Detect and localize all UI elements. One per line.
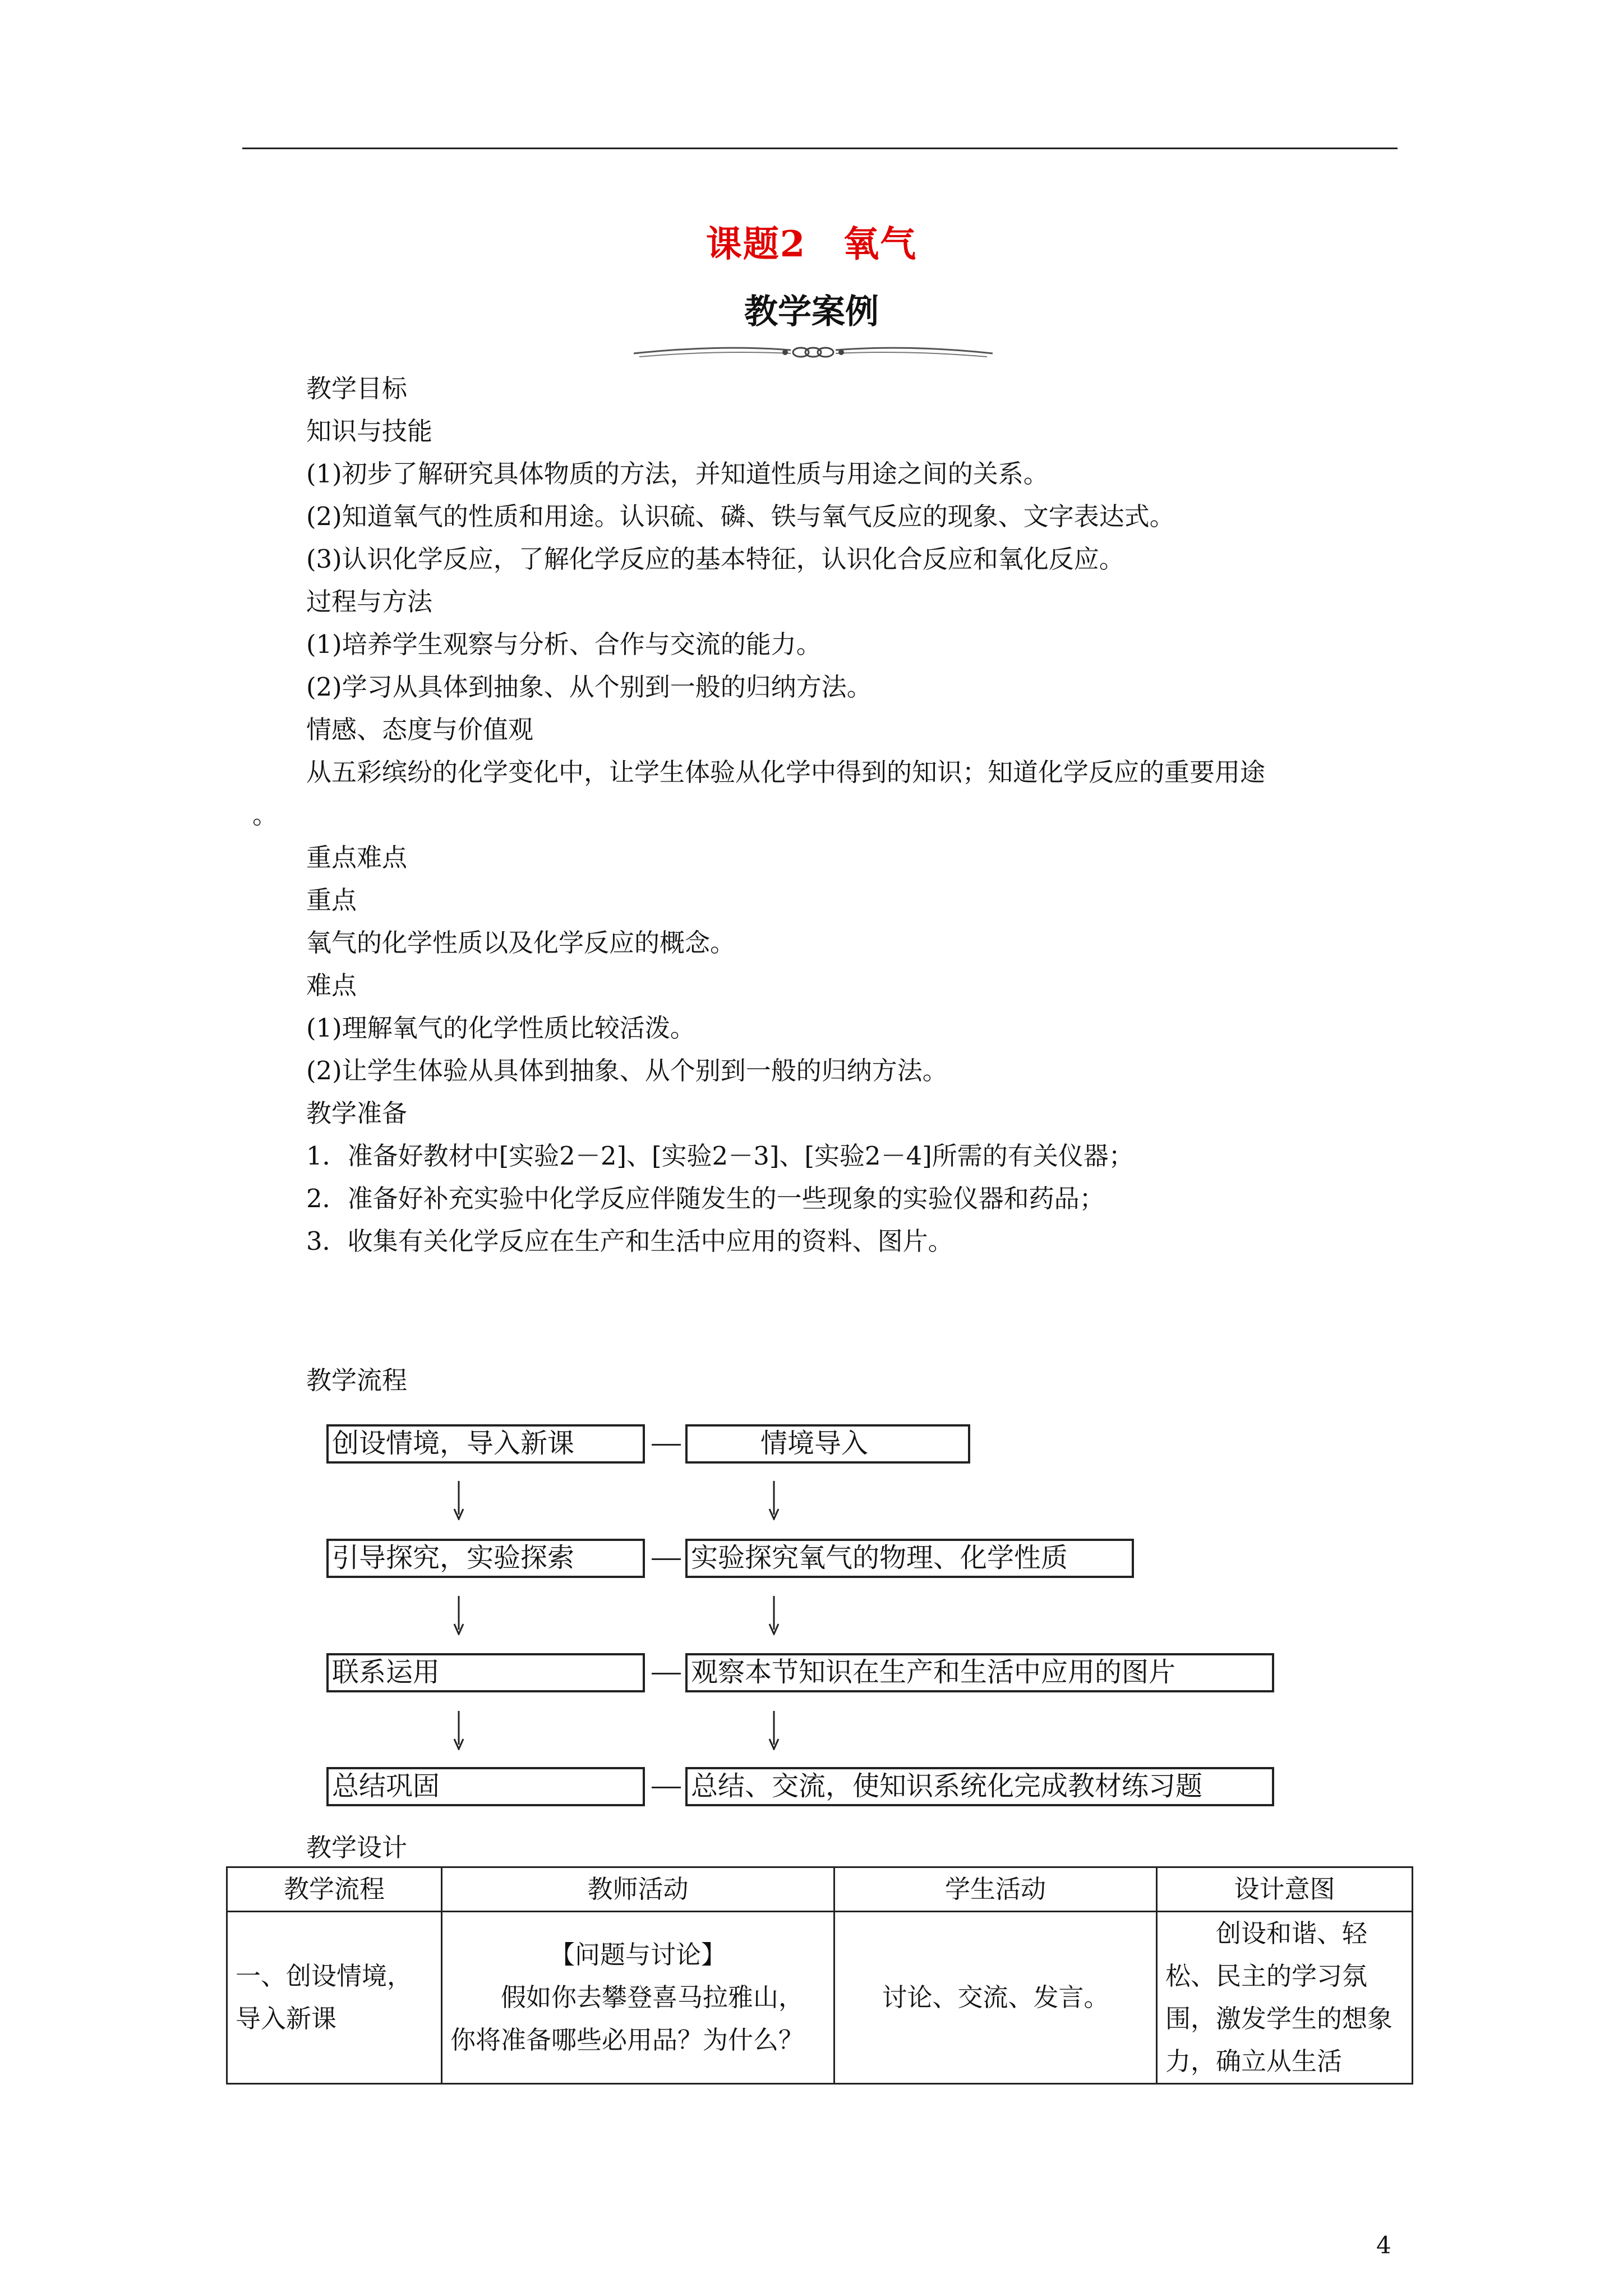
cell-process: 一、创设情境，导入新课 bbox=[227, 1912, 442, 2084]
top-rule bbox=[242, 148, 1398, 149]
cell-intent: 创设和谐、轻松、民主的学习氛围，激发学生的想象力，确立从生活 bbox=[1157, 1912, 1413, 2084]
para-teaching-goals: 教学目标 bbox=[306, 374, 408, 403]
design-label: 教学设计 bbox=[306, 1833, 408, 1862]
para-goal-1: (1)初步了解研究具体物质的方法，并知道性质与用途之间的关系。 bbox=[306, 459, 1049, 489]
para-difficult: 难点 bbox=[306, 970, 357, 1000]
flow-left-box-1: 创设情境，导入新课 bbox=[326, 1424, 645, 1464]
flow-arrow-down-icon bbox=[768, 1711, 780, 1750]
flow-left-box-4: 总结巩固 bbox=[326, 1767, 645, 1806]
para-process-1: (1)培养学生观察与分析、合作与交流的能力。 bbox=[306, 629, 822, 659]
flow-right-box-1: 情境导入 bbox=[685, 1424, 970, 1464]
flow-right-box-2: 实验探究氧气的物理、化学性质 bbox=[685, 1539, 1134, 1578]
design-table bbox=[226, 1866, 1413, 2085]
page-number: 4 bbox=[1376, 2231, 1391, 2259]
para-emotion-body: 从五彩缤纷的化学变化中，让学生体验从化学中得到的知识；知道化学反应的重要用途 bbox=[306, 757, 1266, 787]
para-goal-3: (3)认识化学反应，了解化学反应的基本特征，认识化合反应和氧化反应。 bbox=[306, 544, 1124, 574]
flow-arrow-down-icon bbox=[453, 1481, 464, 1520]
para-prep-1: 1．准备好教材中[实验2－2]、[实验2－3]、[实验2－4]所需的有关仪器； bbox=[306, 1141, 1134, 1171]
flow-left-box-3: 联系运用 bbox=[326, 1653, 645, 1692]
header-teacher: 教师活动 bbox=[442, 1867, 834, 1912]
para-difficult-2: (2)让学生体验从具体到抽象、从个别到一般的归纳方法。 bbox=[306, 1056, 948, 1085]
flow-connector-2 bbox=[652, 1558, 681, 1560]
para-difficult-1: (1)理解氧气的化学性质比较活泼。 bbox=[306, 1013, 695, 1043]
flow-right-box-3: 观察本节知识在生产和生活中应用的图片 bbox=[685, 1653, 1274, 1692]
flow-label: 教学流程 bbox=[306, 1365, 408, 1395]
para-goal-2: (2)知道氧气的性质和用途。认识硫、磷、铁与氧气反应的现象、文字表达式。 bbox=[306, 501, 1175, 531]
flow-right-box-4: 总结、交流，使知识系统化完成教材练习题 bbox=[685, 1767, 1274, 1806]
flow-arrow-down-icon bbox=[768, 1481, 780, 1520]
para-prep-3: 3．收集有关化学反应在生产和生活中应用的资料、图片。 bbox=[306, 1226, 953, 1256]
para-emotion-end: 。 bbox=[252, 800, 278, 830]
section-subtitle: 教学案例 bbox=[744, 292, 879, 332]
para-key: 重点 bbox=[306, 885, 357, 915]
para-process-2: (2)学习从具体到抽象、从个别到一般的归纳方法。 bbox=[306, 672, 872, 702]
table-header-row bbox=[227, 1867, 1413, 1912]
flow-connector-4 bbox=[652, 1787, 681, 1788]
teacher-activity-title: 【问题与讨论】 bbox=[549, 1940, 726, 1970]
flow-left-box-2: 引导探究，实验探索 bbox=[326, 1539, 645, 1578]
header-student: 学生活动 bbox=[834, 1867, 1157, 1912]
para-prep-2: 2．准备好补充实验中化学反应伴随发生的一些现象的实验仪器和药品； bbox=[306, 1184, 1105, 1213]
header-process: 教学流程 bbox=[227, 1867, 442, 1912]
para-emotion-values: 情感、态度与价值观 bbox=[306, 715, 534, 744]
ornament-divider-icon bbox=[623, 331, 1004, 370]
para-knowledge-skills: 知识与技能 bbox=[306, 416, 433, 446]
para-process-methods: 过程与方法 bbox=[306, 587, 433, 616]
cell-student: 讨论、交流、发言。 bbox=[834, 1912, 1157, 2084]
cell-teacher bbox=[442, 1912, 834, 2084]
flow-arrow-down-icon bbox=[768, 1596, 780, 1635]
para-key-body: 氧气的化学性质以及化学反应的概念。 bbox=[306, 928, 736, 958]
flow-arrow-down-icon bbox=[453, 1711, 464, 1750]
lesson-title: 课题2 氧气 bbox=[706, 223, 917, 265]
flow-connector-1 bbox=[652, 1444, 681, 1446]
flow-arrow-down-icon bbox=[453, 1596, 464, 1635]
flow-connector-3 bbox=[652, 1673, 681, 1674]
table-row bbox=[227, 1912, 1413, 2084]
header-intent: 设计意图 bbox=[1157, 1867, 1413, 1912]
para-preparation: 教学准备 bbox=[306, 1098, 408, 1128]
para-key-difficult: 重点难点 bbox=[306, 843, 408, 872]
teacher-activity-body: 假如你去攀登喜马拉雅山，你将准备哪些必用品？为什么？ bbox=[450, 1982, 804, 2055]
